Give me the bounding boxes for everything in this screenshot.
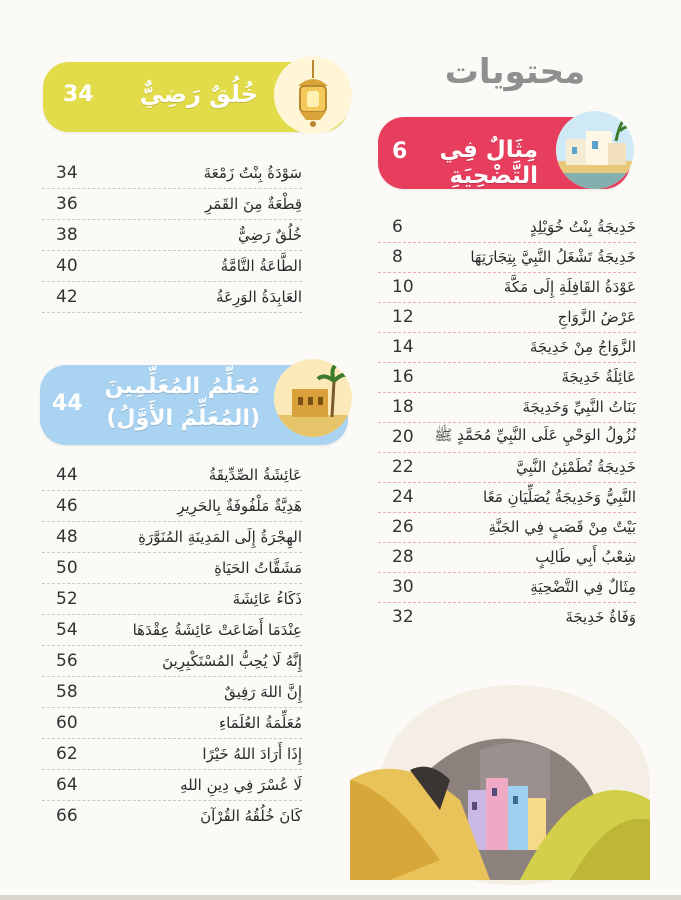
section-title-line-1: مُعَلِّمُ المُعَلِّمِينَ bbox=[104, 374, 260, 399]
toc-entry-title: عَائِلَةُ خَدِيجَةَ bbox=[561, 368, 636, 386]
toc-page-number: 10 bbox=[392, 277, 414, 297]
lantern-illustration bbox=[274, 56, 352, 134]
toc-entry-title: عَائِشَةُ الصِّدِّيقَةُ bbox=[208, 466, 302, 484]
toc-page-number: 20 bbox=[392, 427, 414, 447]
toc-entry[interactable] bbox=[42, 189, 302, 220]
section-title bbox=[105, 371, 260, 435]
toc-entry-title: كَانَ خُلُقُهُ القُرْآنَ bbox=[200, 807, 302, 825]
section-title: مِثَالٌ فِي التَّضْحِيَةِ bbox=[439, 137, 538, 189]
toc-page-number: 8 bbox=[392, 247, 403, 267]
toc-entry[interactable] bbox=[42, 282, 302, 313]
village-illustration bbox=[556, 111, 634, 189]
toc-page-number: 66 bbox=[56, 806, 78, 826]
toc-entry[interactable] bbox=[42, 158, 302, 189]
toc-entry[interactable] bbox=[378, 242, 636, 273]
toc-entry[interactable] bbox=[42, 770, 302, 801]
section-title: خُلُقٌ رَضِيٌّ bbox=[139, 80, 258, 108]
toc-page-number: 14 bbox=[392, 337, 414, 357]
toc-entry[interactable] bbox=[378, 392, 636, 423]
toc-entry[interactable] bbox=[42, 460, 302, 491]
page-bottom-edge bbox=[0, 895, 681, 900]
toc-page-number: 48 bbox=[56, 527, 78, 547]
toc-page-number: 62 bbox=[56, 744, 78, 764]
hills-city-illustration bbox=[350, 680, 650, 890]
toc-entry[interactable] bbox=[378, 542, 636, 573]
toc-entry-title: خَدِيجَةُ تَشْغَلُ النَّبِيَّ بِتِجَارَتِهَا bbox=[470, 248, 636, 266]
toc-entry[interactable] bbox=[42, 220, 302, 251]
toc-entry-title: خَدِيجَةُ تُطَمْئِنُ النَّبِيَّ bbox=[516, 458, 636, 476]
toc-entry[interactable] bbox=[378, 602, 636, 632]
toc-entry[interactable] bbox=[42, 584, 302, 615]
toc-entry-title: إِذَا أَرَادَ اللهُ خَيْرًا bbox=[202, 745, 302, 763]
toc-entry-title: عَرْضُ الزَّوَاجِ bbox=[557, 308, 636, 326]
toc-entry[interactable] bbox=[42, 491, 302, 522]
toc-entry-title: قِطْعَةٌ مِنَ القَمَرِ bbox=[204, 195, 302, 213]
toc-entry[interactable] bbox=[42, 708, 302, 739]
toc-entry-title: عِنْدَمَا أَضَاعَتْ عَائِشَةُ عِقْدَهَا bbox=[132, 621, 302, 639]
toc-page-number: 34 bbox=[56, 163, 78, 183]
toc-entry[interactable] bbox=[378, 482, 636, 513]
toc-entry-title: نُزُولُ الوَحْيِ عَلَى النَّبِيِّ مُحَمَّدٍ ﷺ bbox=[434, 426, 636, 444]
toc-entry-title: مَشَقَّاتُ الحَيَاةِ bbox=[214, 559, 302, 577]
toc-entry-title: هَدِيَّةٌ مَلْفُوفَةٌ بِالحَرِيرِ bbox=[177, 497, 302, 515]
toc-page-number: 24 bbox=[392, 487, 414, 507]
toc-entry[interactable] bbox=[378, 422, 636, 453]
toc-entry-title: بَيْتٌ مِنْ قَصَبٍ فِي الجَنَّةِ bbox=[488, 518, 636, 536]
toc-entry-title: إِنَّ اللهَ رَفِيقٌ bbox=[224, 683, 302, 701]
toc-page-number: 16 bbox=[392, 367, 414, 387]
toc-page-number: 22 bbox=[392, 457, 414, 477]
toc-entry[interactable] bbox=[378, 452, 636, 483]
section-page-number: 34 bbox=[63, 82, 94, 107]
toc-page-number: 60 bbox=[56, 713, 78, 733]
toc-entry-title: خَدِيجَةُ بِنْتُ خُوَيْلِدٍ bbox=[529, 218, 636, 236]
toc-entry-title: عَوْدَةُ القَافِلَةِ إِلَى مَكَّةَ bbox=[503, 278, 636, 296]
toc-page-number: 40 bbox=[56, 256, 78, 276]
toc-page-number: 42 bbox=[56, 287, 78, 307]
toc-page-number: 26 bbox=[392, 517, 414, 537]
toc-entry[interactable] bbox=[42, 553, 302, 584]
toc-entry-title: النَّبِيُّ وَخَدِيجَةُ يُصَلِّيَانِ مَعًا bbox=[483, 488, 636, 506]
toc-page-number: 54 bbox=[56, 620, 78, 640]
toc-entry[interactable] bbox=[378, 512, 636, 543]
toc-page-number: 18 bbox=[392, 397, 414, 417]
toc-page-number: 52 bbox=[56, 589, 78, 609]
toc-page-number: 36 bbox=[56, 194, 78, 214]
toc-entry[interactable] bbox=[378, 332, 636, 363]
toc-page-number: 46 bbox=[56, 496, 78, 516]
toc-entry[interactable] bbox=[378, 302, 636, 333]
toc-entry-title: خُلُقٌ رَضِيٌّ bbox=[238, 226, 302, 244]
toc-entry[interactable] bbox=[378, 212, 636, 243]
toc-page-number: 6 bbox=[392, 217, 403, 237]
toc-entry-title: الهِجْرَةُ إِلَى المَدِينَةِ المُنَوَّرَةِ bbox=[138, 528, 302, 546]
toc-entry[interactable] bbox=[42, 677, 302, 708]
section-page-number: 6 bbox=[392, 139, 408, 164]
toc-page-number: 58 bbox=[56, 682, 78, 702]
toc-entry[interactable] bbox=[42, 251, 302, 282]
toc-page-number: 64 bbox=[56, 775, 78, 795]
toc-page-number: 50 bbox=[56, 558, 78, 578]
toc-entry-title: العَابِدَةُ الوَرِعَةُ bbox=[216, 288, 302, 306]
toc-entry-title: مِثَالٌ فِي التَّضْحِيَةِ bbox=[530, 578, 636, 596]
toc-page-number: 12 bbox=[392, 307, 414, 327]
toc-entry-title: مُعَلِّمَةُ العُلَمَاءِ bbox=[219, 714, 302, 732]
toc-entry-title: ذَكَاءُ عَائِشَةَ bbox=[232, 590, 302, 608]
toc-entry[interactable] bbox=[42, 615, 302, 646]
toc-page-number: 28 bbox=[392, 547, 414, 567]
toc-entry-title: إِنَّهُ لَا يُحِبُّ المُسْتَكْبِرِينَ bbox=[162, 652, 302, 670]
toc-entry-title: الزَّوَاجُ مِنْ خَدِيجَةَ bbox=[529, 338, 636, 356]
section-banner-1[interactable] bbox=[43, 62, 348, 132]
page-title: محتويات bbox=[444, 52, 586, 92]
toc-page-number: 56 bbox=[56, 651, 78, 671]
toc-entry[interactable] bbox=[378, 272, 636, 303]
toc-entry-title: وَفَاةُ خَدِيجَةَ bbox=[565, 608, 636, 626]
toc-entry[interactable] bbox=[42, 739, 302, 770]
toc-entry-title: الطَّاعَةُ التَّامَّةُ bbox=[220, 257, 302, 275]
toc-entry[interactable] bbox=[42, 522, 302, 553]
section-title-line-2: (المُعَلِّمُ الأَوَّلُ) bbox=[106, 406, 260, 431]
toc-entry-title: شِعْبُ أَبِي طَالِبٍ bbox=[535, 548, 636, 566]
toc-page-number: 38 bbox=[56, 225, 78, 245]
toc-entry-title: بَنَاتُ النَّبِيِّ وَخَدِيجَةَ bbox=[522, 398, 636, 416]
toc-entry-title: سَوْدَةُ بِنْتُ زَمْعَةَ bbox=[203, 164, 302, 182]
toc-entry[interactable] bbox=[42, 801, 302, 831]
toc-page-number: 30 bbox=[392, 577, 414, 597]
toc-entry[interactable] bbox=[378, 572, 636, 603]
toc-entry[interactable] bbox=[378, 362, 636, 393]
palm-city-illustration bbox=[274, 359, 352, 437]
toc-entry[interactable] bbox=[42, 646, 302, 677]
toc-entry-title: لَا عُسْرَ فِي دِينِ اللهِ bbox=[180, 776, 302, 794]
section-banner-3[interactable] bbox=[40, 365, 348, 445]
section-banner-2[interactable] bbox=[378, 117, 630, 189]
toc-page-number: 44 bbox=[56, 465, 78, 485]
section-page-number: 44 bbox=[52, 391, 83, 416]
toc-page-number: 32 bbox=[392, 607, 414, 627]
